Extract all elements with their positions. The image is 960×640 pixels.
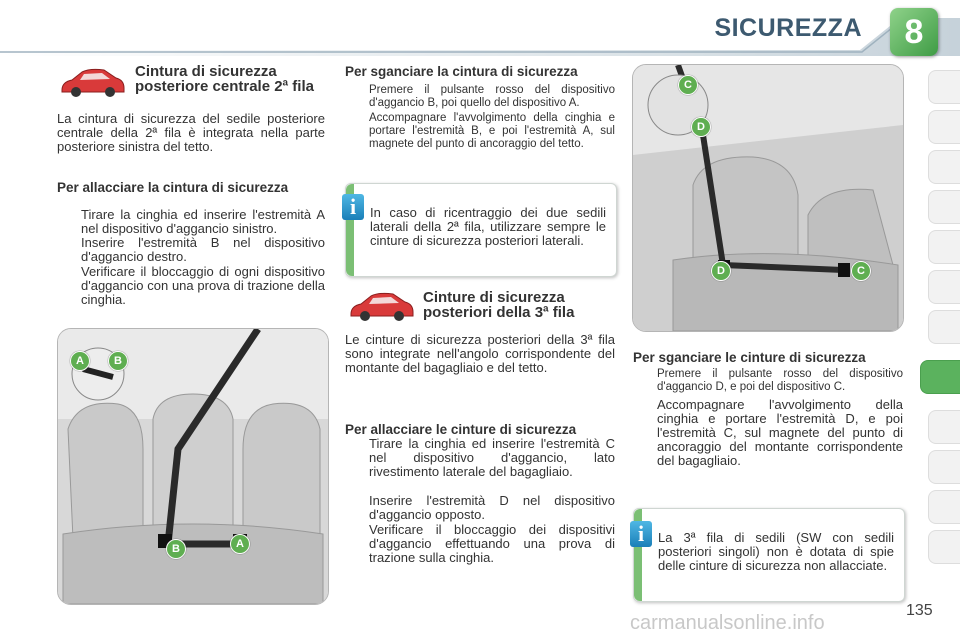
car-icon bbox=[56, 64, 128, 100]
section-rear-center-intro: La cintura di sicurezza del sedile posteriore centrale della 2ª fila è integrata nella parte posteriore sinistra del tetto. bbox=[57, 111, 325, 154]
list-item bbox=[57, 265, 325, 307]
info-icon: i bbox=[630, 521, 652, 547]
chapter-tab[interactable] bbox=[928, 490, 960, 524]
list-item-text: Tirare la cinghia ed inserire l'estremità C nel dispositivo d'aggancio, lato rivestimento laterale del bagagliaio. bbox=[369, 436, 615, 479]
list-item-text: Accompagnare l'avvolgimento della cinghia e portare l'estremità B, e poi l'estremità A, sul magnete del punto di ancoraggio del tetto. bbox=[369, 112, 615, 150]
chapter-tab[interactable] bbox=[928, 310, 960, 344]
label-c: C bbox=[678, 75, 698, 95]
list-item bbox=[633, 368, 903, 394]
list-item-text: Premere il pulsante rosso del dispositivo d'aggancio D, e poi del dispositivo C. bbox=[657, 368, 903, 393]
list-item-text: Verificare il bloccaggio dei dispositivi d'aggancio effettuando una prova di trazione sulla cinghia. bbox=[369, 522, 615, 565]
list-item-text: Tirare la cinghia ed inserire l'estremità A nel dispositivo d'aggancio sinistro. bbox=[81, 207, 325, 236]
info-text: In caso di ricentraggio dei due sedili laterali della 2ª fila, utilizzare sempre le cinture di sicurezza posteriori laterali. bbox=[370, 205, 606, 248]
section-third-row-title: Cinture di sicurezza posteriori della 3ª fila bbox=[423, 289, 575, 321]
car-icon bbox=[345, 288, 417, 324]
section-third-row-intro: Le cinture di sicurezza posteriori della 3ª fila sono integrate nell'angolo corrispondente del montante del bagagliaio e del tetto. bbox=[345, 332, 615, 375]
section-rear-center-title: Cintura di sicurezza posteriore centrale 2ª fila bbox=[135, 63, 314, 95]
chapter-tab[interactable] bbox=[928, 110, 960, 144]
label-a: A bbox=[230, 534, 250, 554]
list-item bbox=[345, 437, 615, 479]
fasten-heading: Per allacciare le cinture di sicurezza bbox=[345, 422, 577, 437]
info-icon: i bbox=[342, 194, 364, 220]
list-item bbox=[57, 208, 325, 236]
chapter-tab[interactable] bbox=[928, 70, 960, 104]
label-b: B bbox=[166, 539, 186, 559]
list-item bbox=[57, 236, 325, 264]
chapter-tab[interactable] bbox=[928, 230, 960, 264]
list-item bbox=[633, 398, 903, 468]
list-item-text: Accompagnare l'avvolgimento della cinghia e portare l'estremità D, e poi l'estremità C, sul magnete del punto di ancoraggio del montante corrispondente del bagagliaio. bbox=[657, 397, 903, 468]
rear-seats-photo bbox=[57, 328, 329, 605]
chapter-badge: 8 bbox=[890, 8, 938, 56]
list-item bbox=[345, 84, 615, 110]
chapter-tab[interactable] bbox=[928, 270, 960, 304]
third-row-photo bbox=[632, 64, 904, 332]
list-item-text: Premere il pulsante rosso del dispositivo d'aggancio B, poi quello del dispositivo A. bbox=[369, 84, 615, 109]
list-item-text: Inserire l'estremità D nel dispositivo d'aggancio opposto. bbox=[369, 493, 615, 522]
info-box bbox=[633, 508, 905, 602]
label-d: D bbox=[691, 117, 711, 137]
unfasten-heading: Per sganciare le cinture di sicurezza bbox=[633, 350, 866, 365]
watermark: carmanualsonline.info bbox=[630, 612, 825, 634]
list-item-text: Verificare il bloccaggio di ogni dispositivo d'aggancio con una prova di trazione della cinghia. bbox=[81, 264, 325, 307]
unfasten-heading: Per sganciare la cintura di sicurezza bbox=[345, 64, 578, 79]
page-number: 135 bbox=[906, 602, 933, 619]
chapter-tab[interactable] bbox=[928, 530, 960, 564]
side-tabs bbox=[928, 70, 960, 590]
list-item bbox=[345, 112, 615, 151]
label-a: A bbox=[70, 351, 90, 371]
chapter-tab[interactable] bbox=[928, 450, 960, 484]
list-item bbox=[345, 494, 615, 522]
info-text: La 3ª fila di sedili (SW con sedili posteriori singoli) non è dotata di spie delle cinture di sicurezza non allacciate. bbox=[658, 530, 894, 573]
chapter-tab[interactable] bbox=[928, 150, 960, 184]
chapter-tab[interactable] bbox=[928, 190, 960, 224]
info-box bbox=[345, 183, 617, 277]
label-d: D bbox=[711, 261, 731, 281]
list-item-text: Inserire l'estremità B nel dispositivo d'aggancio destro. bbox=[81, 235, 325, 264]
fasten-heading: Per allacciare la cintura di sicurezza bbox=[57, 180, 289, 195]
section-title: SICUREZZA bbox=[714, 14, 862, 42]
chapter-tab[interactable] bbox=[928, 410, 960, 444]
list-item bbox=[345, 523, 615, 565]
label-c: C bbox=[851, 261, 871, 281]
chapter-tab-active[interactable] bbox=[920, 360, 960, 394]
label-b: B bbox=[108, 351, 128, 371]
